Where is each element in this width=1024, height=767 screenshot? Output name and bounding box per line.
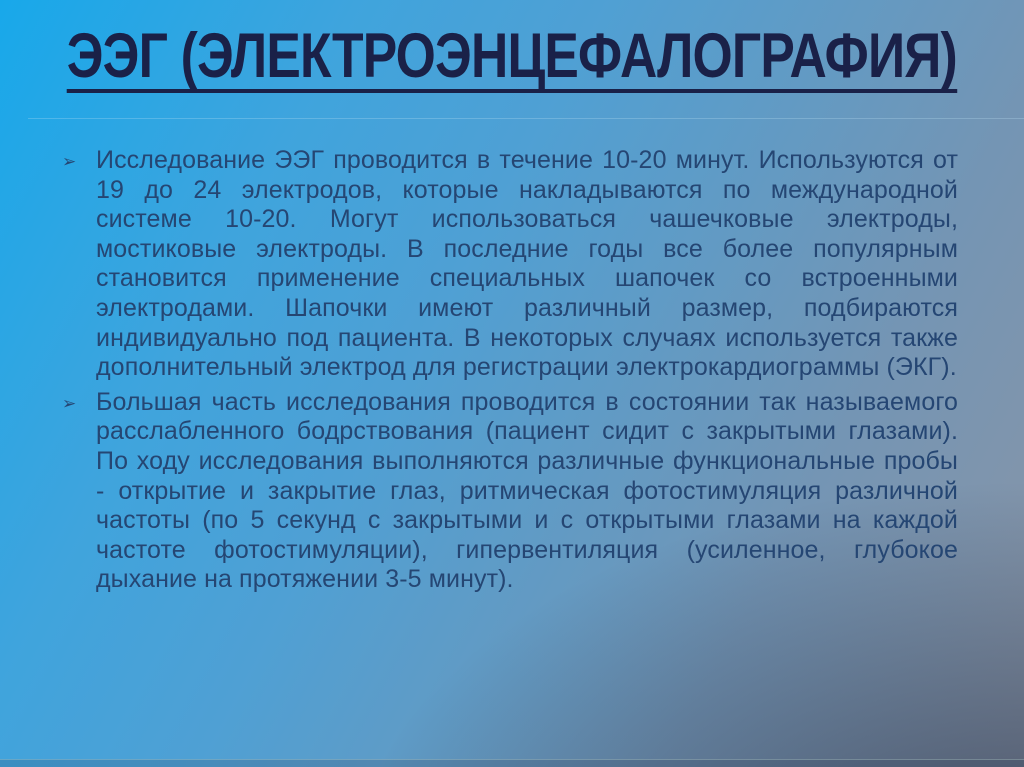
slide-bottom-edge-line: [0, 759, 1024, 767]
title-separator-line: [28, 118, 1024, 119]
list-item: [62, 146, 958, 383]
bullet-arrow-icon: ➢: [62, 393, 77, 413]
bullet-list: [62, 146, 958, 595]
title-block: [0, 0, 1024, 136]
bullet-text: Исследование ЭЭГ проводится в течение 10-20 минут. Используются от 19 до 24 электродов, которые накладываются по международной системе 10-20. Могут использоваться чашечковые электроды, мостиковые электроды. В последние годы все более популярным становится применение специальных шапочек со встроенными электродами. Шапочки имеют различный размер, подбираются индивидуально под пациента. В некоторых случаях используется также дополнительный электрод для регистрации электрокардиограммы (ЭКГ).: [96, 146, 958, 382]
title-reflection: [0, 94, 1024, 136]
bullet-text: Большая часть исследования проводится в состоянии так называемого расслабленного бодрствования (пациент сидит с закрытыми глазами). По ходу исследования выполняются различные функциональные пробы - открытие и закрытие глаз, ритмическая фотостимуляция различной частоты (по 5 секунд с закрытыми и с открытыми глазами на каждой частоте фотостимуляции), гипервентиляция (усиленное, глубокое дыхание на протяжении 3-5 минут).: [96, 387, 958, 594]
slide-title: ЭЭГ (ЭЛЕКТРОЭНЦЕФАЛОГРАФИЯ): [67, 24, 957, 93]
slide-body: [0, 146, 1024, 595]
list-item: [62, 388, 958, 595]
bullet-arrow-icon: ➢: [62, 152, 77, 171]
